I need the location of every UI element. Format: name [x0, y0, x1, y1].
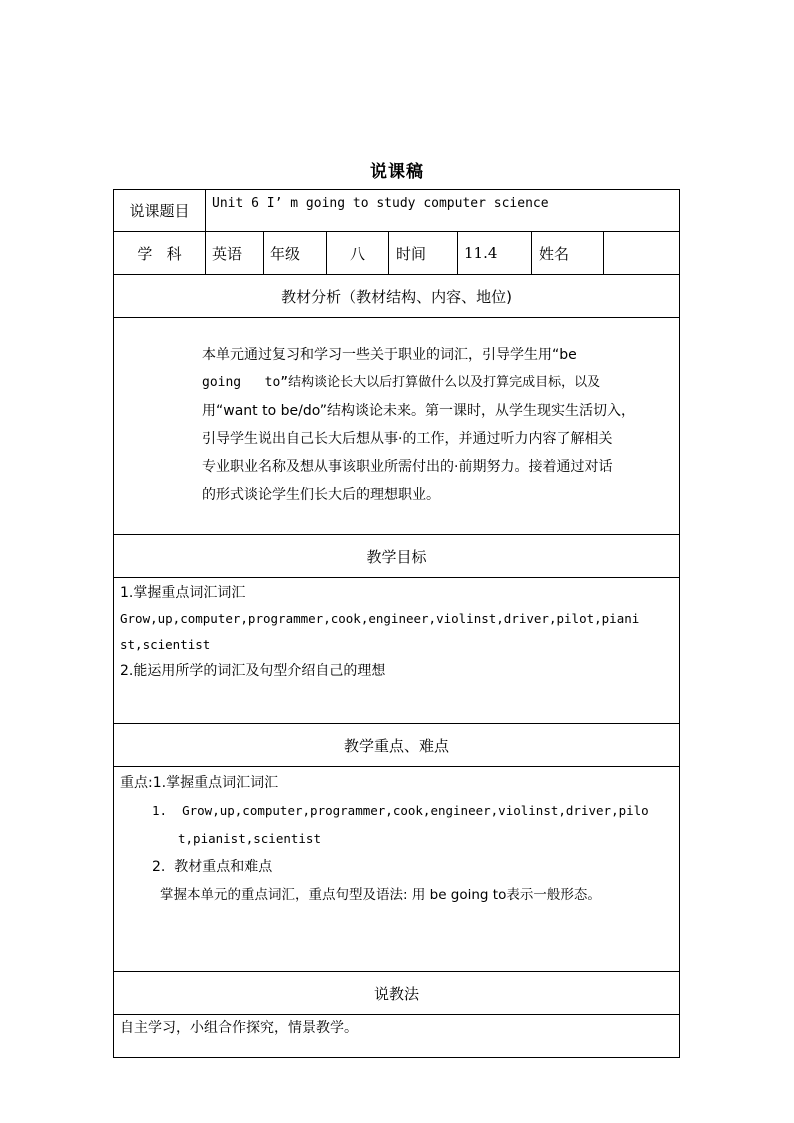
subject-label-text: 学 科 [137, 244, 182, 263]
analysis-line: 的形式谈论学生们长大后的理想职业。 [202, 487, 440, 503]
objective-item-2: 2.能运用所学的词汇及句型介绍自己的理想 [120, 663, 386, 679]
objective-item-1: 1.掌握重点词汇词汇 [120, 585, 246, 601]
info-row [114, 232, 679, 275]
grade-label: 年级 [264, 232, 327, 274]
objectives-header-row [114, 535, 679, 578]
analysis-line: 用“want to be/do”结构谈论未来。第一课时，从学生现实生活切入， [202, 403, 636, 419]
topic-row [114, 190, 679, 232]
objectives-content [114, 578, 679, 723]
keypoints-header: 教学重点、难点 [343, 736, 449, 755]
analysis-content [114, 318, 679, 534]
keypoints-header-row [114, 724, 679, 767]
subject-value: 英语 [206, 232, 264, 274]
objectives-content-row [114, 578, 679, 724]
methods-content-row [114, 1015, 679, 1057]
methods-content: 自主学习，小组合作探究，情景教学。 [120, 1020, 358, 1036]
methods-header-row [114, 972, 679, 1015]
keypoints-item-2: 2. 教材重点和难点 [152, 859, 273, 875]
analysis-line: 本单元通过复习和学习一些关于职业的词汇，引导学生用“be [202, 347, 577, 363]
analysis-content-row [114, 318, 679, 535]
keypoints-content [114, 767, 679, 971]
subject-label [114, 232, 206, 274]
keypoints-item-1-cont: t,pianist,scientist [178, 831, 321, 846]
keypoints-content-row [114, 767, 679, 972]
keypoints-intro: 重点:1.掌握重点词汇词汇 [120, 775, 279, 791]
time-value: 11.4 [458, 232, 532, 274]
methods-header: 说教法 [373, 984, 419, 1003]
analysis-line: going to”结构谈论长大以后打算做什么以及打算完成目标，以及 [202, 375, 601, 390]
analysis-header-row [114, 275, 679, 318]
document-title: 说课稿 [370, 162, 424, 182]
keypoints-item-2-detail: 掌握本单元的重点词汇，重点句型及语法: 用 be going to表示一般形态。 [160, 887, 601, 903]
objective-vocab-line: st,scientist [120, 637, 211, 652]
objective-vocab-line: Grow,up,computer,programmer,cook,engineer,violinst,driver,pilot,piani [120, 611, 640, 626]
analysis-header: 教材分析（教材结构、内容、地位) [281, 287, 512, 306]
topic-label: 说课题目 [114, 190, 206, 231]
analysis-line: 引导学生说出自己长大后想从事·的工作，并通过听力内容了解相关 [202, 431, 613, 447]
name-value [604, 232, 679, 274]
grade-value: 八 [327, 232, 389, 274]
analysis-line: 专业职业名称及想从事该职业所需付出的·前期努力。接着通过对话 [202, 459, 613, 475]
keypoints-item-1: 1. Grow,up,computer,programmer,cook,engineer,violinst,driver,pilo [152, 803, 649, 818]
objectives-header: 教学目标 [366, 547, 427, 566]
lesson-plan-table [113, 189, 680, 1058]
time-label: 时间 [389, 232, 458, 274]
name-label: 姓名 [532, 232, 604, 274]
topic-value: Unit 6 I’ m going to study computer science [212, 196, 549, 211]
